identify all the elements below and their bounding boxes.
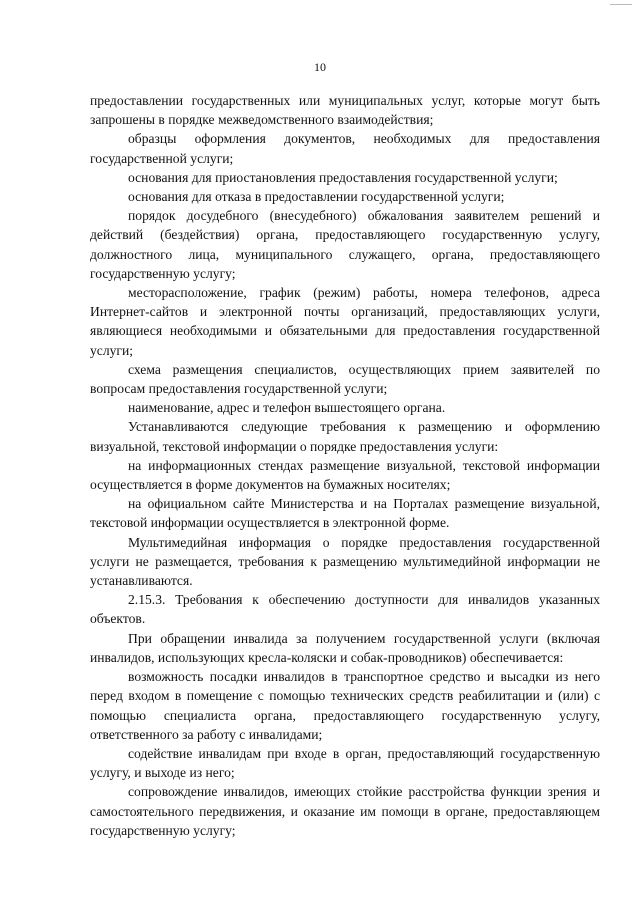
paragraph: месторасположение, график (режим) работы, номера телефонов, адреса Интернет-сайтов и электронной почты организаций, предоставляющих услуги, являющиеся необходимыми и обязательными для предоставления государственной услуги; (90, 285, 600, 358)
paragraph: содействие инвалидам при входе в орган, предоставляющий государственную услугу, и выходе из него; (90, 745, 600, 781)
paragraph: сопровождение инвалидов, имеющих стойкие расстройства функции зрения и самостоятельного передвижения, и оказание им помощи в органе, предоставляющем государственную услугу; (90, 784, 600, 838)
paragraph: схема размещения специалистов, осуществляющих прием заявителей по вопросам предоставления государственной услуги; (90, 361, 600, 397)
paragraph: При обращении инвалида за получением государственной услуги (включая инвалидов, использующих кресла-коляски и собак-проводников) обеспечивается: (90, 630, 600, 665)
paragraph: возможность посадки инвалидов в транспортное средство и высадки из него перед входом в помещение с помощью технических средств реабилитации и (или) с помощью специалиста органа, предоставляющего государственную услугу, ответственного за работу с инвалидами; (90, 669, 600, 742)
page-number: 10 (314, 60, 326, 74)
paragraph: предоставлении государственных или муниципальных услуг, которые могут быть запрошены в порядке межведомственного взаимодействия; (90, 93, 600, 128)
paragraph: основания для приостановления предоставления государственной услуги; (128, 169, 558, 185)
section-heading: 2.15.3. Требования к обеспечению доступности для инвалидов указанных объектов. (90, 592, 600, 627)
paragraph: основания для отказа в предоставлении государственной услуги; (128, 189, 505, 205)
paragraph: образцы оформления документов, необходимых для предоставления государственной услуги; (90, 131, 600, 166)
paragraph: Устанавливаются следующие требования к размещению и оформлению визуальной, текстовой информации о порядке предоставления услуги: (90, 419, 600, 454)
scan-edge-mark (610, 4, 632, 5)
document-body (90, 91, 600, 840)
paragraph: на официальном сайте Министерства и на Порталах размещение визуальной, текстовой информации осуществляется в электронной форме. (90, 496, 600, 531)
paragraph: Мультимедийная информация о порядке предоставления государственной услуги не размещается, требования к размещению мультимедийной информации не устанавливаются. (90, 534, 600, 589)
paragraph: на информационных стендах размещение визуальной, текстовой информации осуществляется в форме документов на бумажных носителях; (90, 457, 600, 493)
paragraph: порядок досудебного (внесудебного) обжалования заявителем решений и действий (бездействия) органа, предоставляющего государственную услугу, должностного лица, муниципального служащего, органа, предоставляющего государственную услугу; (90, 208, 600, 281)
paragraph: наименование, адрес и телефон вышестоящего органа. (128, 400, 446, 416)
